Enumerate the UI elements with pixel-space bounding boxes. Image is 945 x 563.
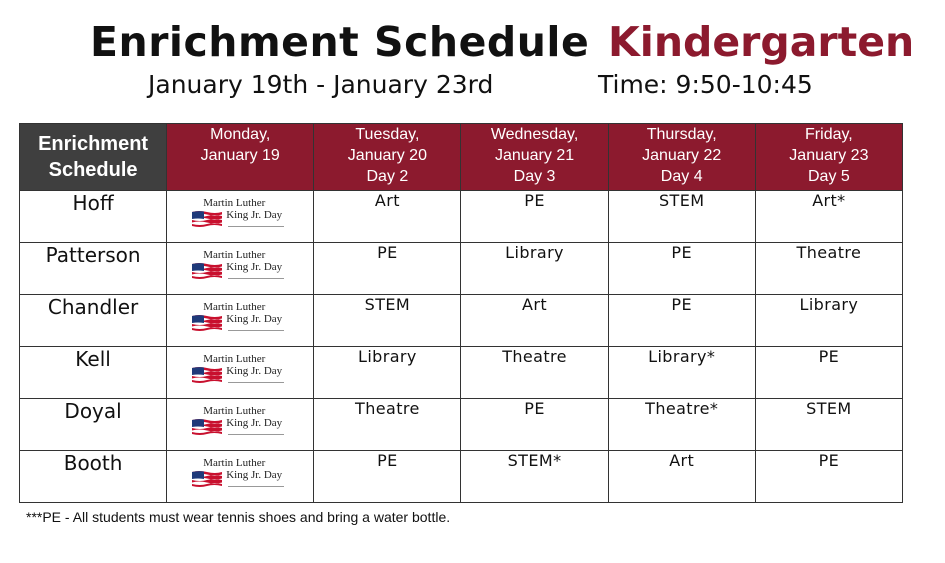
holiday-cell	[167, 451, 314, 503]
class-cell: PE	[461, 399, 608, 451]
day-number: Day 4	[660, 168, 703, 185]
class-cell: PE	[755, 451, 902, 503]
class-cell: STEM	[755, 399, 902, 451]
holiday-label-line2: King Jr. Day	[226, 416, 283, 429]
holiday-label-line2: King Jr. Day	[226, 208, 283, 221]
mlk-day-logo	[192, 404, 288, 442]
holiday-label-line1: Martin Luther	[203, 248, 266, 261]
holiday-cell	[167, 347, 314, 399]
footnote: ***PE - All students must wear tennis shoes and bring a water bottle.	[26, 509, 451, 525]
day-header-tuesday	[314, 124, 461, 191]
logo-underline	[228, 326, 284, 331]
teacher-name: Hoff	[20, 191, 167, 243]
day-name: Tuesday,	[355, 126, 420, 143]
table-row	[20, 451, 903, 503]
us-flag-icon	[192, 366, 222, 384]
class-cell: Library*	[608, 347, 755, 399]
day-header-thursday	[608, 124, 755, 191]
grade-label: Kindergarten	[608, 18, 915, 66]
class-cell: Theatre*	[608, 399, 755, 451]
mlk-day-logo	[192, 196, 288, 234]
class-cell: Art	[314, 191, 461, 243]
logo-underline	[228, 222, 284, 227]
page-header	[90, 18, 920, 68]
holiday-label-line1: Martin Luther	[203, 352, 266, 365]
class-cell: PE	[461, 191, 608, 243]
holiday-cell	[167, 295, 314, 347]
day-header-wednesday	[461, 124, 608, 191]
teacher-name: Kell	[20, 347, 167, 399]
holiday-label-line1: Martin Luther	[203, 456, 266, 469]
day-header-monday	[167, 124, 314, 191]
day-number: Day 3	[513, 168, 556, 185]
table-row	[20, 243, 903, 295]
table-row	[20, 347, 903, 399]
day-number: Day 2	[366, 168, 409, 185]
corner-line2: Schedule	[48, 159, 138, 181]
holiday-cell	[167, 399, 314, 451]
class-cell: Library	[755, 295, 902, 347]
class-cell: STEM	[314, 295, 461, 347]
corner-line1: Enrichment	[38, 133, 149, 155]
class-cell: Theatre	[461, 347, 608, 399]
table-row	[20, 295, 903, 347]
class-cell: PE	[314, 243, 461, 295]
teacher-name: Chandler	[20, 295, 167, 347]
class-cell: Library	[461, 243, 608, 295]
table-row	[20, 191, 903, 243]
teacher-name: Booth	[20, 451, 167, 503]
day-name: Friday,	[805, 126, 853, 143]
mlk-day-logo	[192, 456, 288, 494]
class-cell: STEM*	[461, 451, 608, 503]
class-cell: STEM	[608, 191, 755, 243]
teacher-name: Patterson	[20, 243, 167, 295]
day-name: Thursday,	[646, 126, 717, 143]
day-date: January 21	[494, 147, 575, 164]
us-flag-icon	[192, 262, 222, 280]
schedule-body	[20, 191, 903, 503]
class-cell: Art*	[755, 191, 902, 243]
class-cell: PE	[608, 243, 755, 295]
us-flag-icon	[192, 314, 222, 332]
us-flag-icon	[192, 418, 222, 436]
class-cell: PE	[755, 347, 902, 399]
logo-underline	[228, 430, 284, 435]
holiday-label-line2: King Jr. Day	[226, 260, 283, 273]
holiday-label-line1: Martin Luther	[203, 196, 266, 209]
day-number: Day 5	[807, 168, 850, 185]
us-flag-icon	[192, 210, 222, 228]
class-cell: Art	[608, 451, 755, 503]
holiday-cell	[167, 243, 314, 295]
table-header-row	[20, 124, 903, 191]
class-cell: Art	[461, 295, 608, 347]
class-cell: Theatre	[755, 243, 902, 295]
mlk-day-logo	[192, 300, 288, 338]
mlk-day-logo	[192, 248, 288, 286]
logo-underline	[228, 274, 284, 279]
class-cell: Library	[314, 347, 461, 399]
day-date: January 20	[347, 147, 427, 164]
day-date: January 22	[642, 147, 722, 164]
corner-header	[20, 124, 167, 191]
day-name: Monday,	[210, 126, 271, 143]
holiday-label-line1: Martin Luther	[203, 404, 266, 417]
table-row	[20, 399, 903, 451]
page-title: Enrichment Schedule	[90, 18, 590, 66]
schedule-subtitle	[148, 70, 848, 102]
holiday-label-line2: King Jr. Day	[226, 468, 283, 481]
holiday-label-line2: King Jr. Day	[226, 312, 283, 325]
date-range: January 19th - January 23rd	[148, 70, 494, 99]
day-date: January 23	[789, 147, 869, 164]
holiday-label-line1: Martin Luther	[203, 300, 266, 313]
day-header-friday	[755, 124, 902, 191]
enrichment-schedule-table	[19, 123, 903, 503]
holiday-label-line2: King Jr. Day	[226, 364, 283, 377]
us-flag-icon	[192, 470, 222, 488]
logo-underline	[228, 482, 284, 487]
teacher-name: Doyal	[20, 399, 167, 451]
day-date: January 19	[200, 147, 280, 164]
class-cell: Theatre	[314, 399, 461, 451]
class-cell: PE	[608, 295, 755, 347]
day-name: Wednesday,	[490, 126, 579, 143]
class-cell: PE	[314, 451, 461, 503]
logo-underline	[228, 378, 284, 383]
mlk-day-logo	[192, 352, 288, 390]
holiday-cell	[167, 191, 314, 243]
time-range: Time: 9:50-10:45	[598, 70, 813, 99]
